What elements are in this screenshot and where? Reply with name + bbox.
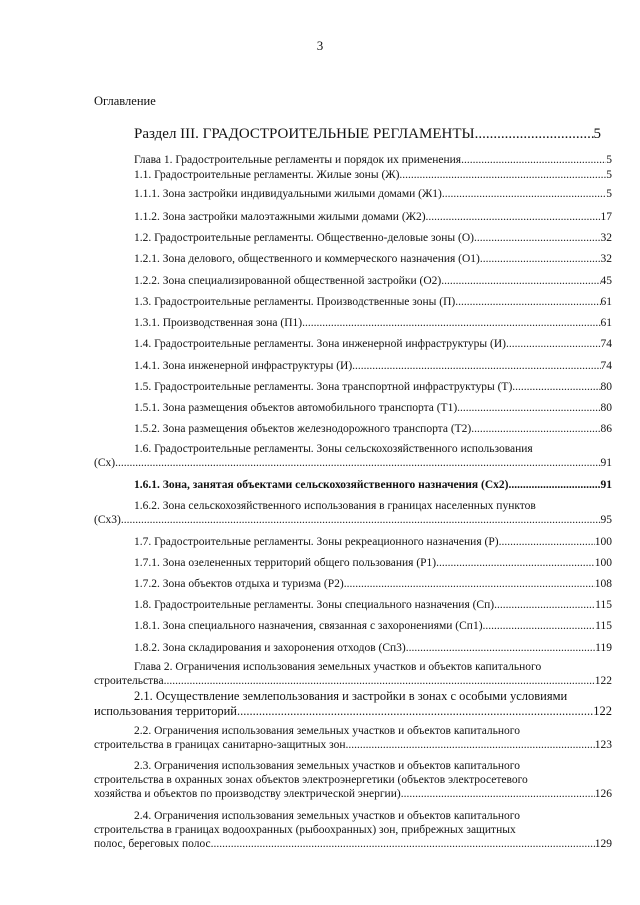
toc-entry-1-6-2[interactable]: 1.6.2. Зона сельскохозяйственного использования в границах населенных пунктов (Сх3) ..... 95 bbox=[94, 499, 612, 527]
leader-dots bbox=[494, 598, 595, 612]
toc-entry-1-4[interactable]: 1.4. Градостроительные регламенты. Зона инженерной инфраструктуры (И) ..... 74 bbox=[134, 337, 612, 351]
toc-entry-1-5-2[interactable]: 1.5.2. Зона размещения объектов железнодорожного транспорта (Т2) ..... 86 bbox=[134, 422, 612, 436]
leader-dots bbox=[352, 359, 600, 373]
leader-dots bbox=[426, 210, 601, 224]
toc-entry-1-3-1[interactable]: 1.3.1. Производственная зона (П1) ..... 61 bbox=[134, 316, 612, 330]
toc-entry-1-6[interactable]: 1.6. Градостроительные регламенты. Зоны сельскохозяйственного использования (Сх) ..... 91 bbox=[94, 442, 612, 470]
leader-dots bbox=[499, 535, 595, 549]
toc-entry-section-3[interactable]: Раздел III. ГРАДОСТРОИТЕЛЬНЫЕ РЕГЛАМЕНТЫ ..... 5 bbox=[134, 125, 601, 143]
leader-dots bbox=[399, 168, 606, 182]
toc-entry-1-8-2[interactable]: 1.8.2. Зона складирования и захоронения отходов (Сп3) ..... 119 bbox=[134, 641, 612, 655]
leader-dots bbox=[436, 556, 595, 570]
leader-dots bbox=[164, 674, 595, 688]
toc-entry-2-4[interactable]: 2.4. Ограничения использования земельных участков и объектов капитального строительства в границах водоохранных (рыбоохранных) зон, прибрежных защитных полос, береговых полос ..... 129 bbox=[94, 809, 612, 851]
leader-dots bbox=[115, 456, 600, 470]
leader-dots bbox=[457, 401, 600, 415]
toc-entry-chapter-2[interactable]: Глава 2. Ограничения использования земельных участков и объектов капитального строительства ..... 122 bbox=[94, 660, 612, 688]
toc-entry-chapter-1[interactable]: Глава 1. Градостроительные регламенты и порядок их применения ..... 5 bbox=[134, 153, 612, 167]
toc-entry-1-2[interactable]: 1.2. Градостроительные регламенты. Общественно-деловые зоны (О) ..... 32 bbox=[134, 231, 612, 245]
toc-entry-2-1[interactable]: 2.1. Осуществление землепользования и застройки в зонах с особыми условиями использования территорий ..... 122 bbox=[94, 689, 612, 719]
leader-dots bbox=[344, 577, 595, 591]
toc-entry-1-5-1[interactable]: 1.5.1. Зона размещения объектов автомобильного транспорта (Т1) ..... 80 bbox=[134, 401, 612, 415]
leader-dots bbox=[237, 704, 593, 719]
toc-entry-1-3[interactable]: 1.3. Градостроительные регламенты. Производственные зоны (П) ..... 61 bbox=[134, 295, 612, 309]
leader-dots bbox=[121, 513, 601, 527]
toc-entry-1-1-2[interactable]: 1.1.2. Зона застройки малоэтажными жилыми домами (Ж2) ..... 17 bbox=[134, 210, 612, 224]
toc-entry-1-8[interactable]: 1.8. Градостроительные регламенты. Зоны специального назначения (Сп) ..... 115 bbox=[134, 598, 612, 612]
toc-entry-1-6-1[interactable]: 1.6.1. Зона, занятая объектами сельскохозяйственного назначения (Сх2) ..... 91 bbox=[134, 478, 612, 492]
leader-dots bbox=[455, 295, 600, 309]
toc-entry-1-4-1[interactable]: 1.4.1. Зона инженерной инфраструктуры (И) ..... 74 bbox=[134, 359, 612, 373]
leader-dots bbox=[512, 380, 600, 394]
leader-dots bbox=[211, 837, 595, 851]
leader-dots bbox=[442, 187, 606, 201]
leader-dots bbox=[441, 274, 600, 288]
leader-dots bbox=[483, 619, 596, 633]
toc-entry-2-3[interactable]: 2.3. Ограничения использования земельных участков и объектов капитального строительства в охранных зонах объектов электроэнергетики (объектов электросетевого хозяйства и объектов по производству электрической энергии) ..... 126 bbox=[94, 759, 612, 801]
toc-entry-2-2[interactable]: 2.2. Ограничения использования земельных участков и объектов капитального строительства в границах санитарно-защитных зон ..... 123 bbox=[94, 724, 612, 752]
toc-entry-1-7-2[interactable]: 1.7.2. Зона объектов отдыха и туризма (Р2) ..... 108 bbox=[134, 577, 612, 591]
toc-entry-1-1-1[interactable]: 1.1.1. Зона застройки индивидуальными жилыми домами (Ж1) ..... 5 bbox=[134, 187, 612, 201]
toc-entry-1-7[interactable]: 1.7. Градостроительные регламенты. Зоны рекреационного назначения (Р) ..... 100 bbox=[134, 535, 612, 549]
leader-dots bbox=[461, 153, 606, 167]
page-number: 3 bbox=[316, 38, 324, 53]
leader-dots bbox=[406, 641, 595, 655]
toc-entry-1-5[interactable]: 1.5. Градостроительные регламенты. Зона транспортной инфраструктуры (Т) ..... 80 bbox=[134, 380, 612, 394]
toc-entry-1-2-1[interactable]: 1.2.1. Зона делового, общественного и коммерческого назначения (О1) ..... 32 bbox=[134, 252, 612, 266]
toc-entry-1-7-1[interactable]: 1.7.1. Зона озелененных территорий общего пользования (Р1) ..... 100 bbox=[134, 556, 612, 570]
leader-dots bbox=[471, 422, 600, 436]
leader-dots bbox=[474, 231, 601, 245]
toc-heading: Оглавление bbox=[94, 94, 156, 108]
toc-entry-1-8-1[interactable]: 1.8.1. Зона специального назначения, связанная с захоронениями (Сп1) ..... 115 bbox=[134, 619, 612, 633]
leader-dots bbox=[302, 316, 600, 330]
leader-dots bbox=[506, 337, 601, 351]
leader-dots bbox=[508, 478, 600, 492]
leader-dots bbox=[345, 738, 594, 752]
leader-dots bbox=[475, 125, 594, 143]
toc-entry-1-1[interactable]: 1.1. Градостроительные регламенты. Жилые зоны (Ж) ..... 5 bbox=[134, 168, 612, 182]
leader-dots bbox=[480, 252, 601, 266]
toc-entry-1-2-2[interactable]: 1.2.2. Зона специализированной общественной застройки (О2) ..... 45 bbox=[134, 274, 612, 288]
leader-dots bbox=[401, 787, 595, 801]
